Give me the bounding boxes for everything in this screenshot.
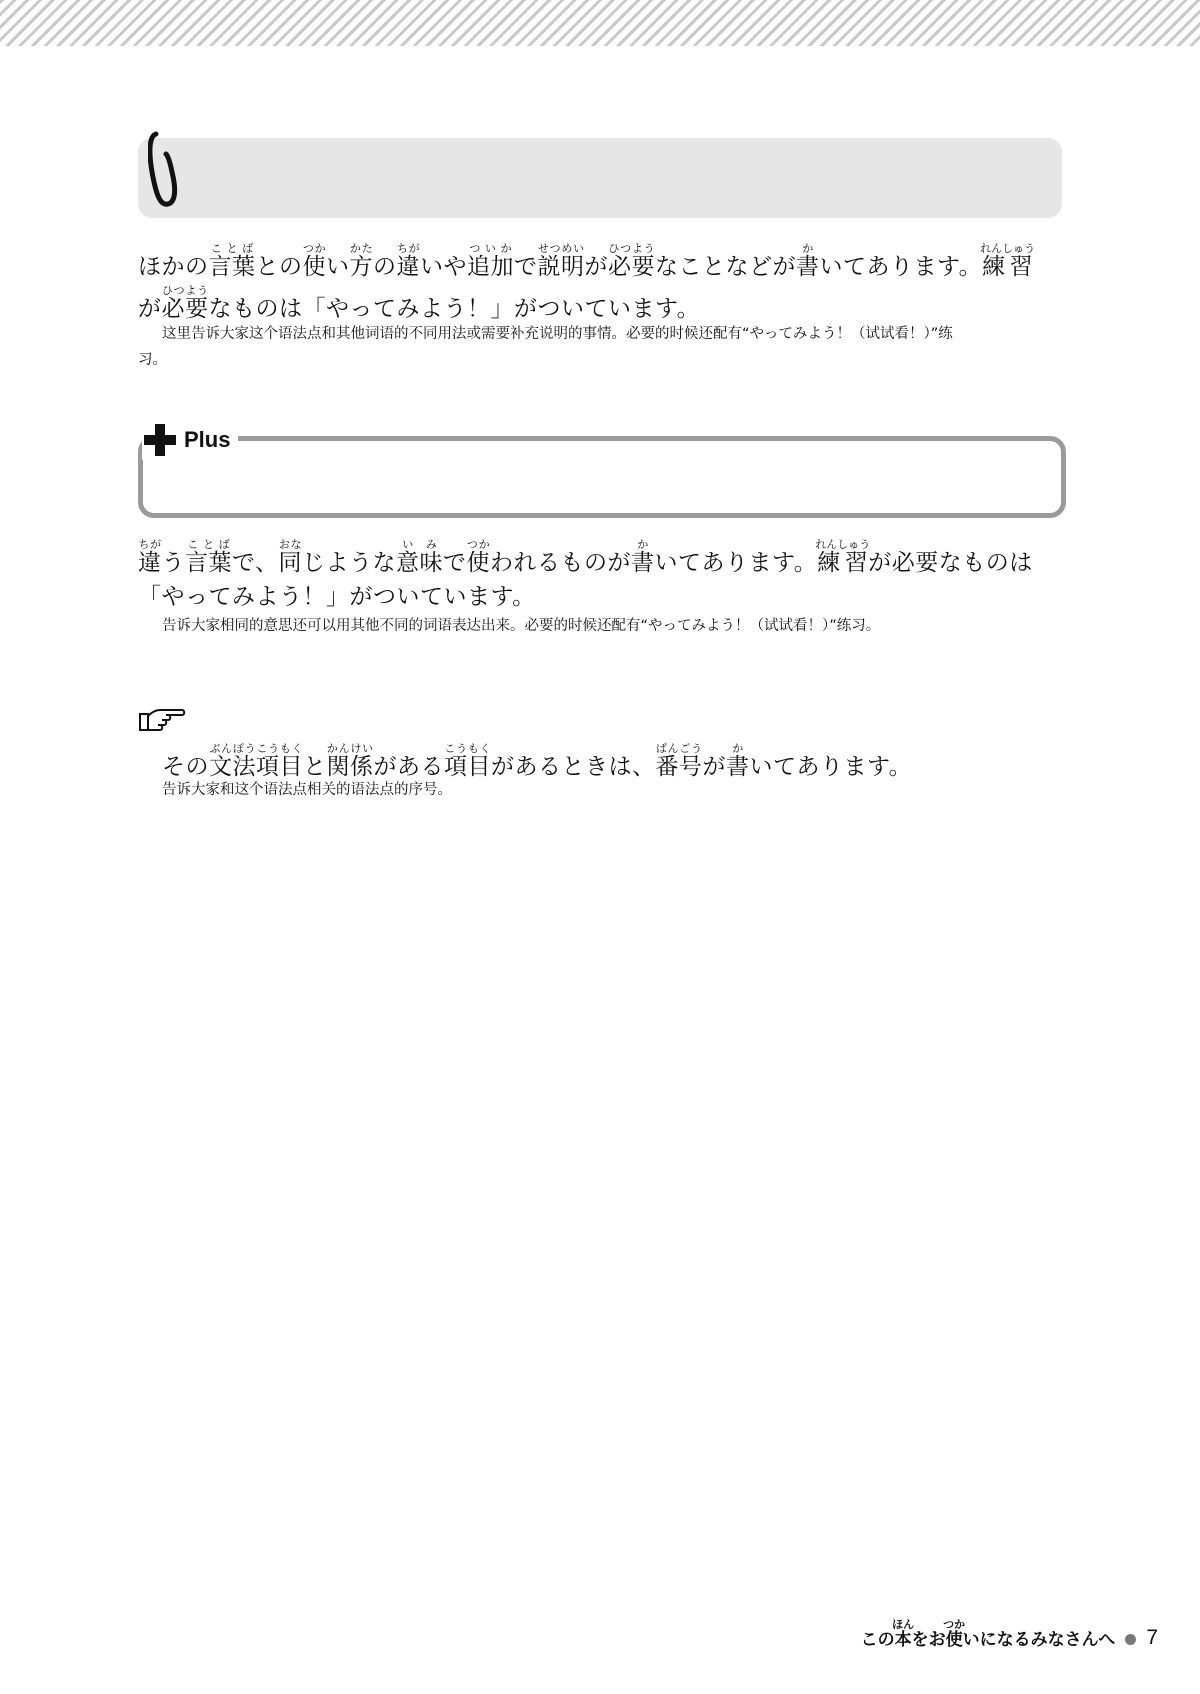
note-word: 違ちが — [396, 242, 420, 280]
note-text: い — [326, 254, 350, 280]
plus-text: じような — [302, 550, 397, 576]
note-text: で — [514, 254, 538, 280]
note-cn-line-1: 这里告诉大家这个语法点和其他词语的不同用法或需要补充说明的事情。必要的时候还配有“やってみよう！（试试看！）”练 — [162, 326, 953, 342]
note-text: との — [255, 254, 303, 280]
plus-text: で — [443, 550, 467, 576]
paperclip-icon — [148, 128, 184, 210]
plus-box — [138, 436, 1066, 518]
note-cn-line-2: 习。 — [138, 352, 167, 368]
note-text: が — [584, 254, 608, 280]
plus-word: 同おな — [278, 538, 303, 576]
plus-text-line-1 — [138, 538, 1062, 577]
plus-word: 言葉ことば — [185, 538, 232, 576]
header-stripe-band — [0, 0, 1200, 46]
note-word: 言葉ことば — [208, 242, 256, 280]
ref-text: いてあります。 — [749, 754, 913, 780]
note-word: 練習れんしゅう — [980, 242, 1036, 280]
ref-cn-line: 告诉大家和这个语法点相关的语法点的序号。 — [162, 782, 452, 798]
ref-text: が — [702, 754, 726, 780]
note-text-line-1 — [138, 242, 1062, 281]
footer-text: をお — [911, 1630, 946, 1650]
note-word: 書か — [796, 242, 820, 280]
plus-word: 練習れんしゅう — [815, 538, 871, 576]
footer-text: いになるみなさんへ — [962, 1630, 1116, 1650]
note-text: ほかの — [138, 254, 209, 280]
plus-word: 書か — [631, 538, 655, 576]
ref-text-line — [162, 742, 1086, 781]
note-text-line-2 — [138, 284, 1062, 323]
footer-bullet-icon — [1125, 1634, 1136, 1645]
note-word: 追加ついか — [467, 242, 514, 280]
note-text: いてあります。 — [819, 254, 983, 280]
note-text: なものは「やってみよう！」がついています。 — [208, 296, 701, 322]
plus-cn-line: 告诉大家相同的意思还可以用其他不同的词语表达出来。必要的时候还配有“やってみよう！（试试看！）”练习。 — [162, 618, 881, 634]
plus-icon — [142, 422, 178, 458]
ref-word: 文法項目ぶんぽうこうもく — [209, 742, 303, 780]
plus-text-line-2: 「やってみよう！」がついています。 — [138, 584, 536, 610]
note-word: 説明せつめい — [537, 242, 585, 280]
footer-word: 本ほん — [892, 1618, 915, 1650]
pointing-hand-icon — [138, 706, 186, 734]
note-word: 必要ひつよう — [161, 284, 209, 322]
footer-title — [861, 1618, 1116, 1650]
plus-text: で、 — [232, 550, 279, 576]
note-text: が — [138, 296, 162, 322]
note-text: いや — [420, 254, 467, 280]
ref-word: 番号ばんごう — [655, 742, 703, 780]
note-text: の — [373, 254, 397, 280]
plus-heading — [142, 420, 238, 460]
plus-text: う — [161, 550, 185, 576]
ref-text: と — [303, 754, 327, 780]
plus-text: が必要なものは — [868, 550, 1033, 576]
note-word: 使つか — [302, 242, 326, 280]
note-text: なことなどが — [655, 254, 796, 280]
footer-text: この — [860, 1630, 895, 1650]
ref-word: 書か — [726, 742, 750, 780]
plus-word: 意味いみ — [396, 538, 444, 576]
ref-word: 項目こうもく — [444, 742, 491, 780]
page-footer — [860, 1618, 1158, 1650]
plus-text: いてあります。 — [654, 550, 818, 576]
ref-text: があるときは、 — [491, 754, 656, 780]
page-number: 7 — [1146, 1626, 1158, 1649]
footer-word: 使つか — [943, 1618, 966, 1650]
note-banner — [138, 138, 1062, 218]
ref-text: がある — [373, 754, 444, 780]
plus-text: われるものが — [490, 550, 632, 576]
ref-text: その — [162, 754, 209, 780]
plus-word: 使つか — [466, 538, 491, 576]
note-word: 必要ひつよう — [608, 242, 655, 280]
ref-word: 関係かんけい — [326, 742, 374, 780]
plus-label: Plus — [184, 427, 231, 452]
note-word: 方かた — [349, 242, 373, 280]
plus-word: 違ちが — [138, 538, 162, 576]
